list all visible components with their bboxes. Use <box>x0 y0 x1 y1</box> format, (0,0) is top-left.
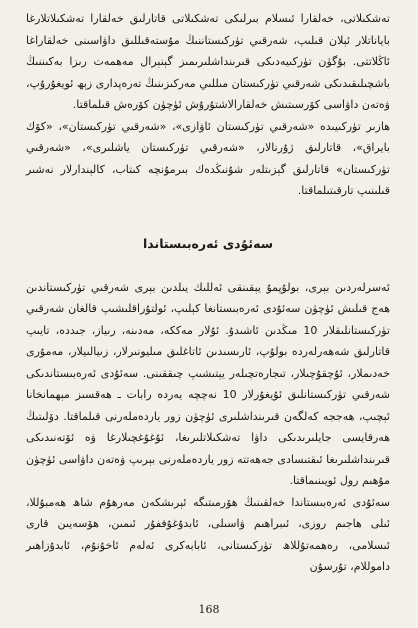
page-number: 168 <box>198 603 220 616</box>
section-1 <box>26 8 390 202</box>
paragraph: ھازىر تۈركىيىدە «شەرقىي تۈركىستان ئاۋازى»، «شەرقىي تۈركىستان»، «كۆك بايراق»، قاتارلىق ژۇرنالار، «شەرقىي تۈركىستان ياشلىرى»، «شەرقىي تۈركىستان» قاتارلىق گېزىتلەر شۇنىڭدەك بىرمۇنچە كىتاب، كالېندارلار نەشىر قىلىنىپ تارقىتىلماقتا. <box>26 119 390 197</box>
paragraph: ئەسرلەردىن بېرى، بولۇپمۇ يېقىنقى ئەللىك يىلدىن بېرى شەرقىي تۈركىستاندىن ھەج قىلىش ئۈچۈن سەئۇدى ئەرەبىستانغا كېلىپ، ئولتۇراقلىشىپ قالغان شەرقىي تۈركىستانلىقلار 10 مىڭدىن ئاشىدۇ. ئۇلار مەككە، مەدىنە، رىياز، جىددە، تايىپ قاتارلىق شەھەرلەردە بولۇپ، ئارىسىدىن ئاتاغلىق مىليونىرلار، زىيالىيلار، مەمۇرى خەدىملار، ئۇچقۇچىلار، تىجارەتچىلەر يېتىشىپ چىققىنى. سەئۇدى ئەرەبىستاندىكى شەرقىي تۈركىستانلىق ئۇيغۇرلار 10 نەچچە يەردە رابات ـ ھەقسىز مېھمانخانا ئېچىپ، ھەججە كەلگەن قىرىنداشلىرى ئۈچۈن زور ياردەملەرنى قىلماقتا. دۆلىتىڭ ھەرقايسى جايلىرىدىكى داۋا تەشكىلاتلىرىغا، ئۇغۇغچىلارغا ۋە ئۆتەنىدىكى قىرىنداشلىرىغا ئىقتىسادى جەھەتتە زور ياردەملەرنى بېرىپ ۋەتەن داۋاسى ئۈچۈن مۇھىم رول ئويىنىماقتا. <box>26 280 391 487</box>
section-2 <box>26 277 390 578</box>
paragraph: سەئۇدى ئەرەبىستاندا خەلقىنىڭ ھۆرمىتىگە ئېرىشكەن مەرھۇم شاھ ھەمبۇللا، ئىلى ھاجىم روزى، ئىبراھىم ۋاسىلى، ئابدۇغۇففۇر ئىمىن، ھۆسەيىن قارى ئىسلامى، رەھمەتۇللاھ تۈركىستانى، ئابابەكرى ئەلەم ئاخۇنۇم، ئابدۇزاھىر داموللام، تۇرسۇن <box>26 495 390 573</box>
section-heading: سەئۇدى ئەرەبىستاندا <box>143 235 273 251</box>
paragraph: تەشكىلاتى، خەلقارا ئىسلام بىرلىكى تەشكىلاتى قاتارلىق خەلقارا تەشكىلاتلارغا باياناتلار ئېلان قىلىپ، شەرقىي تۈركىستاننىڭ مۇستەقىللىق داۋاسىنى خەلقاراغا ئاڭلاتتى. بۇگۈن تۈركىيەدىكى قىرىنداشلىرىمىز گېنېرال مەھمەت رىزا بەكىننىڭ باشچىلىقىدىكى شەرقىي تۈركىستان مىللىي مەركىزىنىڭ تەرەپدارى زېھ ئويغۇرۇپ، ۋەتەن داۋاسى كۆرسىتىش خەلقارالاشتۇرۇش ئۈچۈن كۆرەش قىلماقتا. <box>26 12 390 111</box>
